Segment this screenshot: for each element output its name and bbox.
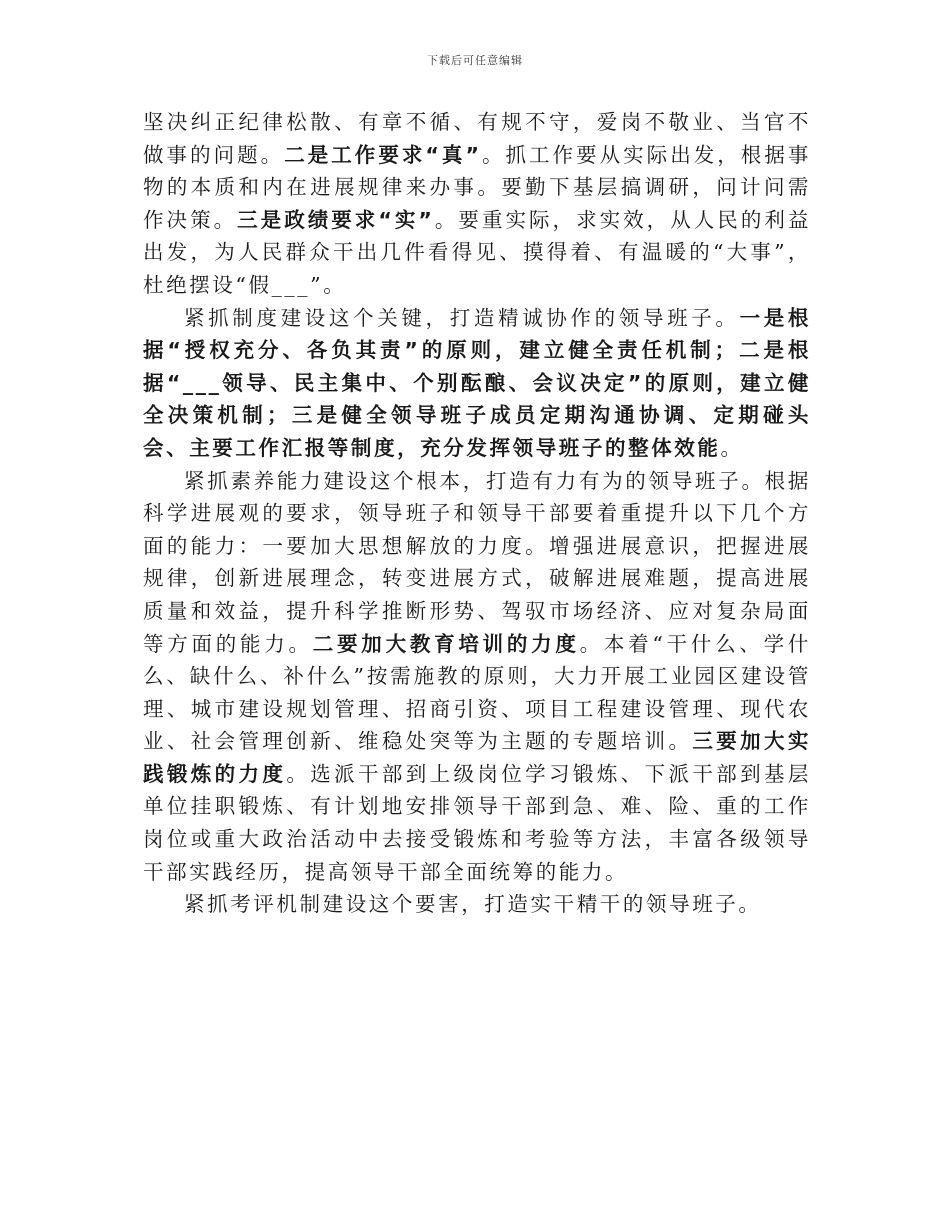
paragraph-1-bold-2: 三是政绩要求“实” [237, 207, 435, 232]
paragraph-3-text-1: 紧抓素养能力建设这个根本，打造有力有为的领导班子。根据科学进展观的要求，领导班子和领导干部要着重提升以下几个方面的能力：一要加大思想解放的力度。增强进展意识，把握进展规律，创新进展理念，转变进展方式，破解进展难题，提高进展质量和效益，提升科学推断形势、驾驭市场经济、应对复杂局面等方面的能力。 [143, 468, 811, 656]
paragraph-2 [143, 302, 811, 465]
paragraph-3-text-2: 。本着“干什么、学什么、缺什么、补什么”按需施教的原则，大力开展工业园区建设管理、城市建设规划管理、招商引资、项目工程建设管理、现代农业、社会管理创新、维稳处突等为主题的专题培训。 [143, 631, 811, 754]
paragraph-4 [143, 888, 811, 921]
page-header: 下载后可任意编辑 [427, 54, 523, 67]
document-body [143, 106, 811, 921]
paragraph-1 [143, 106, 811, 302]
paragraph-2-bold-1: 一是根据“授权充分、各负其责”的原则，建立健全责任机制；二是根据“___领导、民主集中、个别酝酿、会议决定”的原则，建立健全决策机制；三是健全领导班子成员定期沟通协调、定期碰头会、主要工作汇报等制度，充分发挥领导班子的整体效能 [143, 305, 811, 460]
paragraph-3-bold-1: 二要加大教育培训的力度 [312, 631, 580, 656]
paragraph-4-text-1: 紧抓考评机制建设这个要害，打造实干精干的领导班子。 [184, 892, 762, 917]
paragraph-3-bold-2: 三要加大实践锻炼的力度 [143, 729, 811, 786]
paragraph-1-text-3: 。要重实际，求实效，从人民的利益出发，为人民群众干出几件看得见、摸得着、有温暖的“大事”，杜绝摆设“假___”。 [143, 207, 811, 297]
paragraph-2-text-1: 紧抓制度建设这个关键，打造精诚协作的领导班子。 [184, 305, 740, 330]
paragraph-2-text-2: 。 [720, 435, 744, 460]
paragraph-1-text-2: 。抓工作要从实际出发，根据事物的本质和内在进展规律来办事。要勤下基层搞调研，问计问需作决策。 [143, 142, 811, 232]
paragraph-3-text-3: 。选派干部到上级岗位学习锻炼、下派干部到基层单位挂职锻炼、有计划地安排领导干部到急、难、险、重的工作岗位或重大政治活动中去接受锻炼和考验等方法，丰富各级领导干部实践经历，提高领导干部全面统筹的能力。 [143, 761, 811, 884]
paragraph-1-bold-1: 二是工作要求“真” [284, 142, 482, 167]
paragraph-3 [143, 465, 811, 889]
paragraph-1-text-1: 坚决纠正纪律松散、有章不循、有规不守，爱岗不敬业、当官不做事的问题。 [143, 110, 811, 167]
